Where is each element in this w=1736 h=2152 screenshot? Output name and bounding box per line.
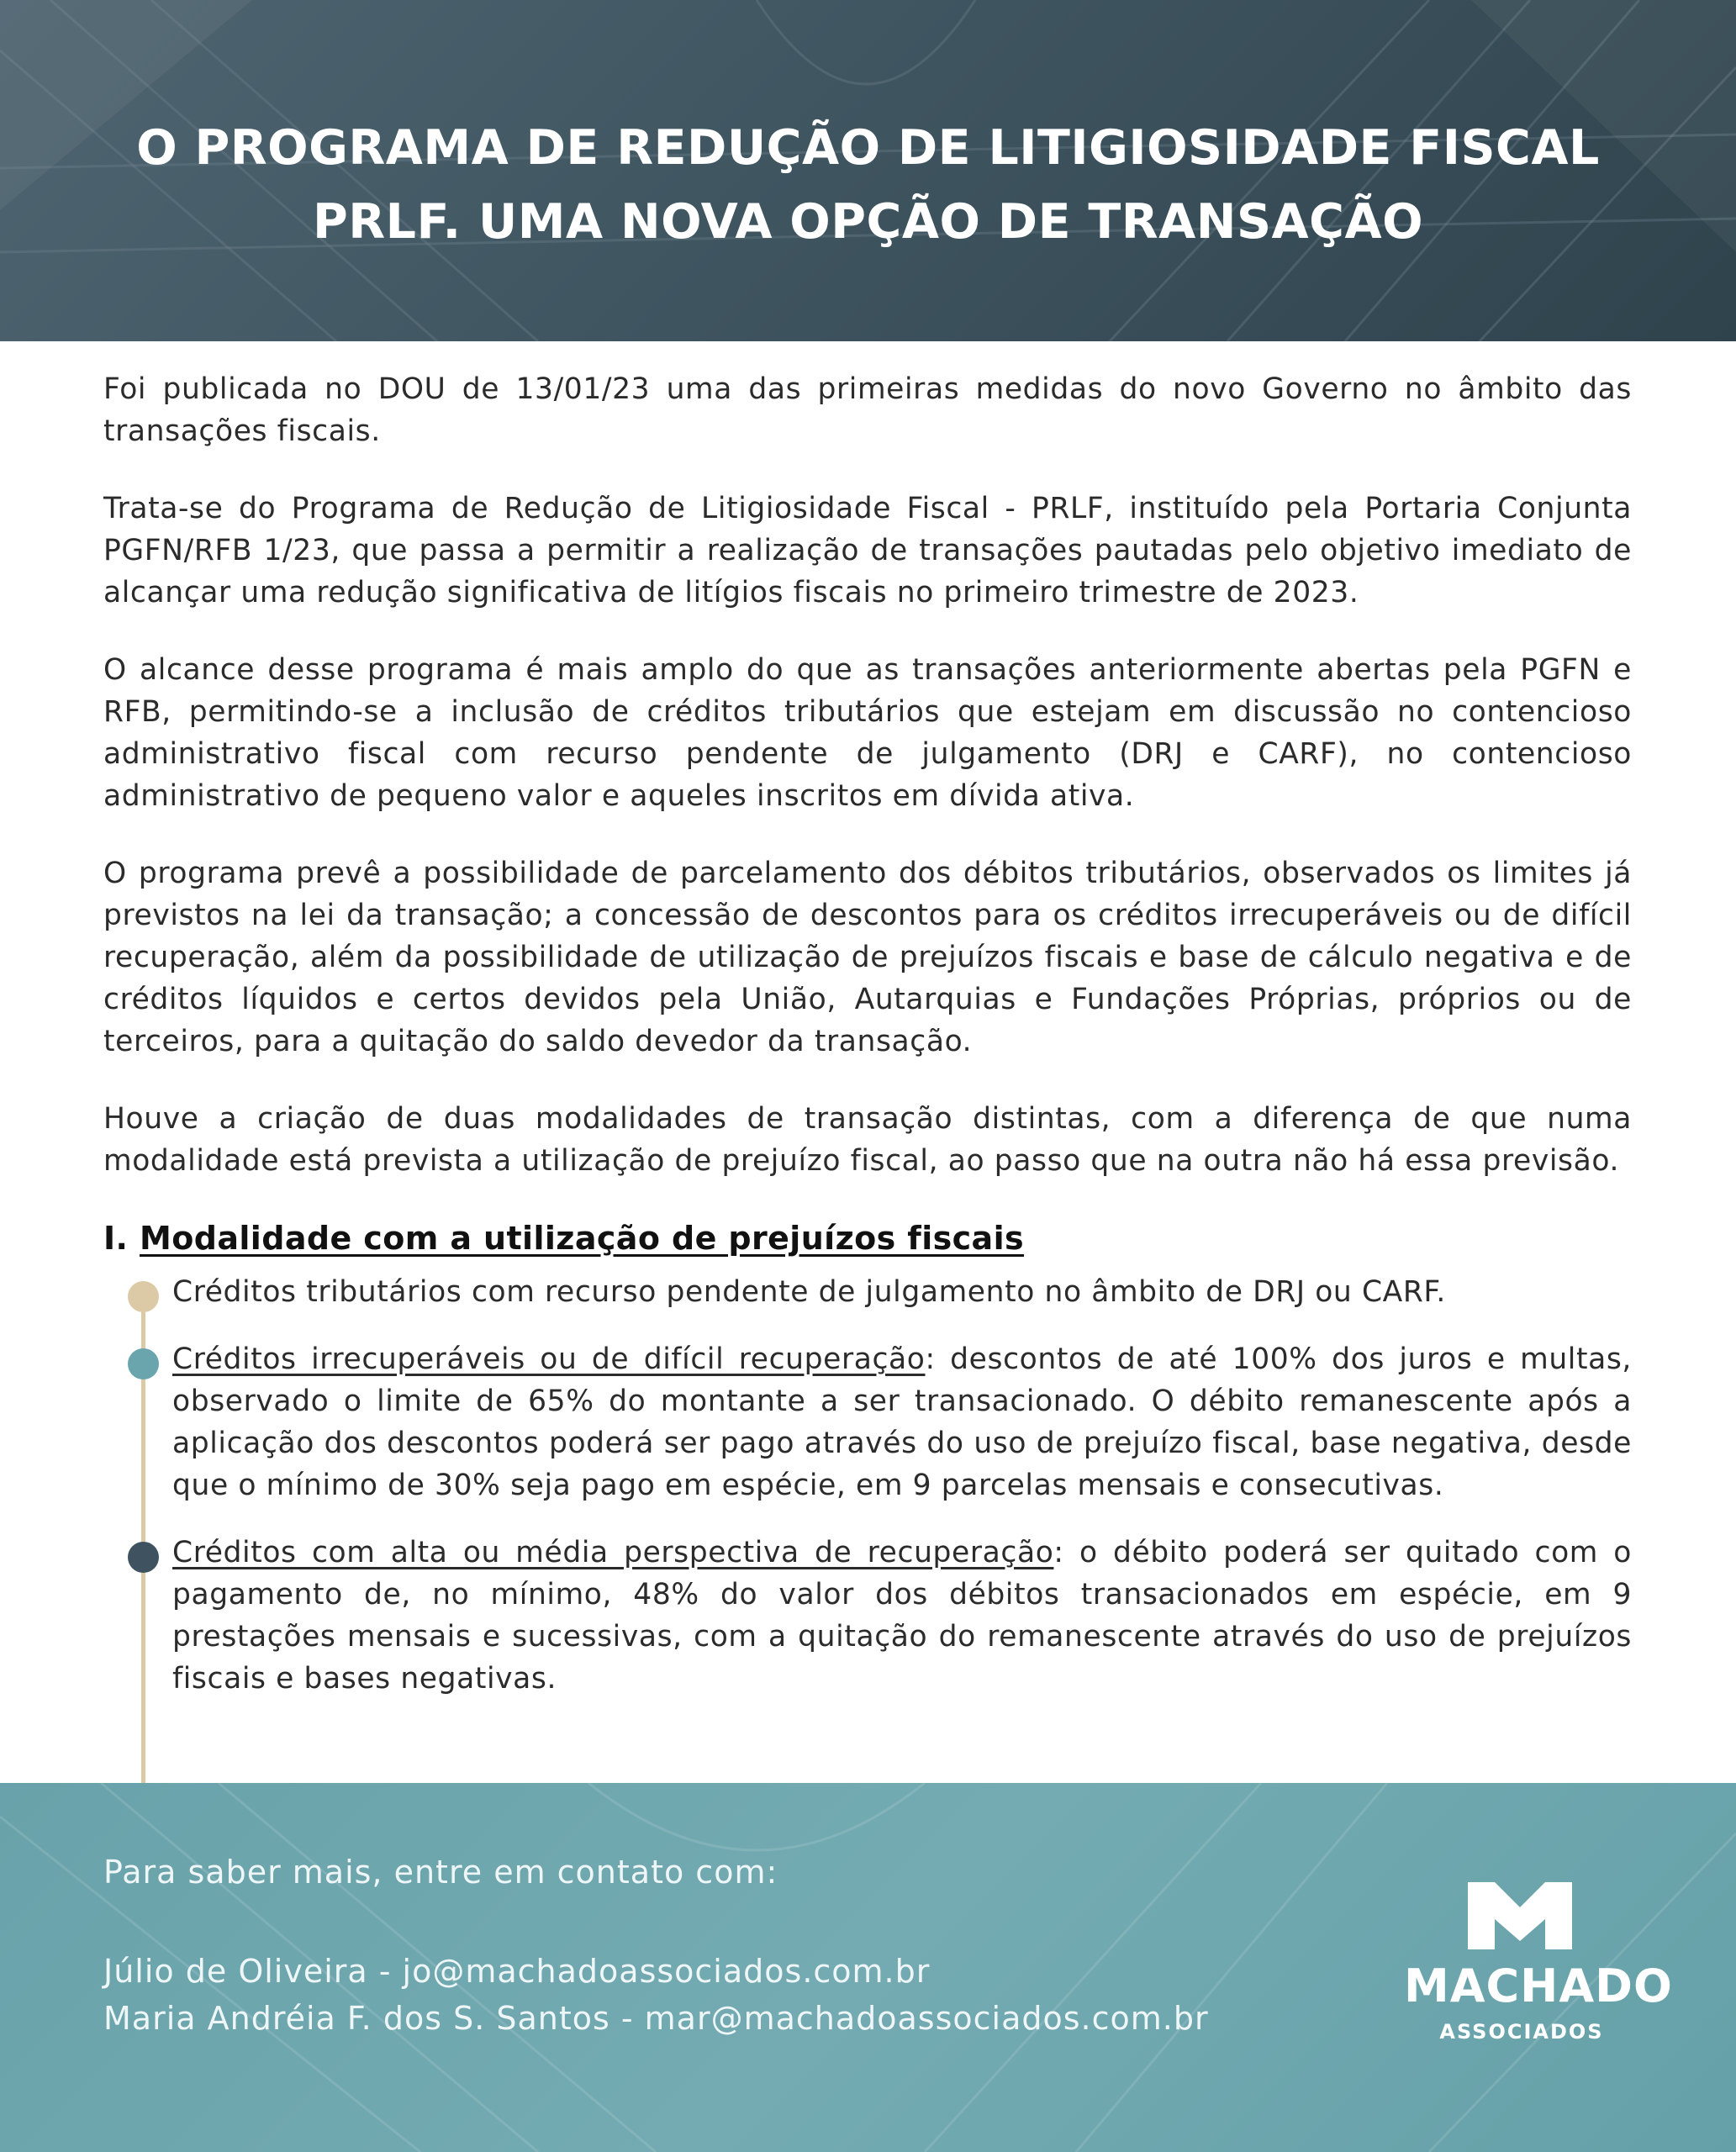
timeline-dot-teal — [128, 1348, 159, 1379]
article-body — [103, 368, 1632, 1725]
timeline-list — [103, 1271, 1632, 1700]
timeline-item-text — [172, 1338, 1632, 1506]
section-heading — [103, 1217, 1632, 1259]
timeline-item-text — [172, 1532, 1632, 1700]
section-number: I. — [103, 1220, 129, 1257]
timeline-item-body: : descontos de até 100% dos juros e multas, observado o limite de 65% do montante a ser transacionado. O débito remanescente após a aplicação dos descontos poderá ser pago através do uso de prejuízo fiscal, base negativa, desde que o mínimo de 30% seja pago em espécie, em 9 parcelas mensais e consecutivas. — [172, 1342, 1632, 1502]
timeline-dot-dark — [128, 1542, 159, 1573]
paragraph-3: O alcance desse programa é mais amplo do que as transações anteriormente abertas pela PGFN e RFB, permitindo-se a inclusão de créditos tributários que estejam em discussão no contencioso administrativo fiscal com recurso pendente de julgamento (DRJ e CARF), no contencioso administrativo de pequeno valor e aqueles inscritos em dívida ativa. — [103, 653, 1632, 813]
logo-subtitle: ASSOCIADOS — [1439, 2020, 1604, 2044]
timeline-dot-beige — [128, 1281, 159, 1312]
timeline-item-text — [172, 1271, 1632, 1313]
footer-banner — [0, 1783, 1736, 2152]
header-banner — [0, 0, 1736, 341]
page-title — [0, 111, 1736, 259]
paragraph-2: Trata-se do Programa de Redução de Litigiosidade Fiscal - PRLF, instituído pela Portaria Conjunta PGFN/RFB 1/23, que passa a permitir a realização de transações pautadas pelo objetivo imediato de alcançar uma redução significativa de litígios fiscais no primeiro trimestre de 2023. — [103, 492, 1632, 609]
paragraph-4: O programa prevê a possibilidade de parcelamento dos débitos tributários, observados os limites já previstos na lei da transação; a concessão de descontos para os créditos irrecuperáveis ou de difícil recuperação, além da possibilidade de utilização de prejuízos fiscais e base de cálculo negativa e de créditos líquidos e certos devidos pela União, Autarquias e Fundações Próprias, próprios ou de terceiros, para a quitação do saldo devedor da transação. — [103, 857, 1632, 1058]
timeline-item — [103, 1532, 1632, 1700]
contact-maria[interactable]: Maria Andréia F. dos S. Santos - mar@machadoassociados.com.br — [103, 2000, 1209, 2037]
contact-julio[interactable]: Júlio de Oliveira - jo@machadoassociados.com.br — [103, 1953, 931, 1990]
timeline-item — [103, 1338, 1632, 1506]
contact-intro: Para saber mais, entre em contato com: — [103, 1854, 778, 1891]
timeline-item-body: Créditos tributários com recurso pendente de julgamento no âmbito de DRJ ou CARF. — [172, 1275, 1446, 1309]
title-line-1: O PROGRAMA DE REDUÇÃO DE LITIGIOSIDADE FISCAL — [136, 120, 1600, 176]
timeline-item-underlined: Créditos com alta ou média perspectiva de recuperação — [172, 1536, 1054, 1569]
timeline-item — [103, 1271, 1632, 1313]
logo-wordmark: MACHADO — [1404, 1959, 1673, 2012]
timeline-item-underlined: Créditos irrecuperáveis ou de difícil recuperação — [172, 1342, 926, 1376]
machado-logo-icon — [1468, 1882, 1572, 1949]
paragraph-1: Foi publicada no DOU de 13/01/23 uma das primeiras medidas do novo Governo no âmbito das transações fiscais. — [103, 372, 1632, 448]
timeline-item-body: : o débito poderá ser quitado com o pagamento de, no mínimo, 48% do valor dos débitos transacionados em espécie, em 9 prestações mensais e sucessivas, com a quitação do remanescente através do uso de prejuízos fiscais e bases negativas. — [172, 1536, 1632, 1696]
title-line-2: PRLF. UMA NOVA OPÇÃO DE TRANSAÇÃO — [312, 194, 1424, 250]
paragraph-5: Houve a criação de duas modalidades de transação distintas, com a diferença de que numa modalidade está prevista a utilização de prejuízo fiscal, ao passo que na outra não há essa previsão. — [103, 1102, 1632, 1178]
section-title: Modalidade com a utilização de prejuízos fiscais — [140, 1220, 1025, 1257]
